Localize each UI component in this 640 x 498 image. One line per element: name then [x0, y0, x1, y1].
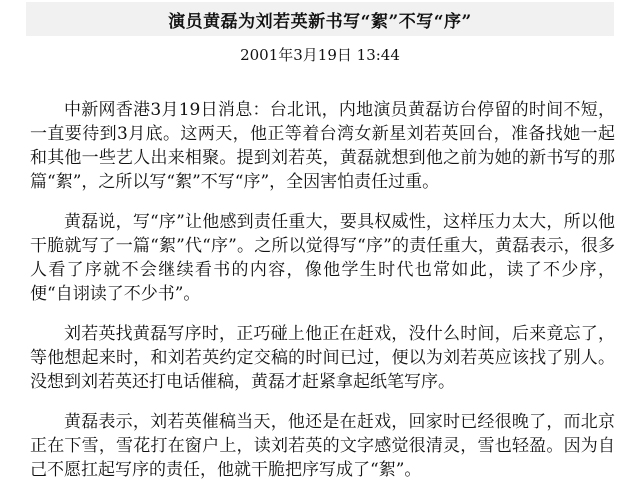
paragraph-3: 刘若英找黄磊写序时，正巧碰上他正在赶戏，没什么时间，后来竟忘了，等他想起来时，和刘若英约定交稿的时间已过，便以为刘若英应该找了别人。没想到刘若英还打电话催稿，黄磊才赶紧拿起纸笔写序。 — [30, 324, 615, 392]
paragraph-2: 黄磊说，写“序”让他感到责任重大，要具权威性，这样压力太大，所以他干脆就写了一篇“絮”代“序”。之所以觉得写“序”的责任重大，黄磊表示，很多人看了序就不会继续看书的内容，像他学生时代也常如此，读了不少序，便“自诩读了不少书”。 — [30, 212, 615, 304]
paragraph-1: 中新网香港3月19日消息：台北讯，内地演员黄磊访台停留的时间不短，一直要待到3月底。这两天，他正等着台湾女新星刘若英回台，准备找她一起和其他一些艺人出来相聚。提到刘若英，黄磊就想到他之前为她的新书写的那篇“絮”，之所以写“絮”不写“序”，全因害怕责任过重。 — [30, 100, 615, 192]
article-body — [30, 98, 615, 498]
paragraph-4: 黄磊表示，刘若英催稿当天，他还是在赶戏，回家时已经很晚了，而北京正在下雪，雪花打在窗户上，读刘若英的文字感觉很清灵，雪也轻盈。因为自己不愿扛起写序的责任，他就干脆把序写成了“絮”。 — [30, 412, 615, 480]
article-title: 演员黄磊为刘若英新书写“絮”不写“序” — [168, 11, 472, 32]
title-bar — [26, 2, 614, 36]
article-date: 2001年3月19日 13:44 — [240, 46, 400, 64]
